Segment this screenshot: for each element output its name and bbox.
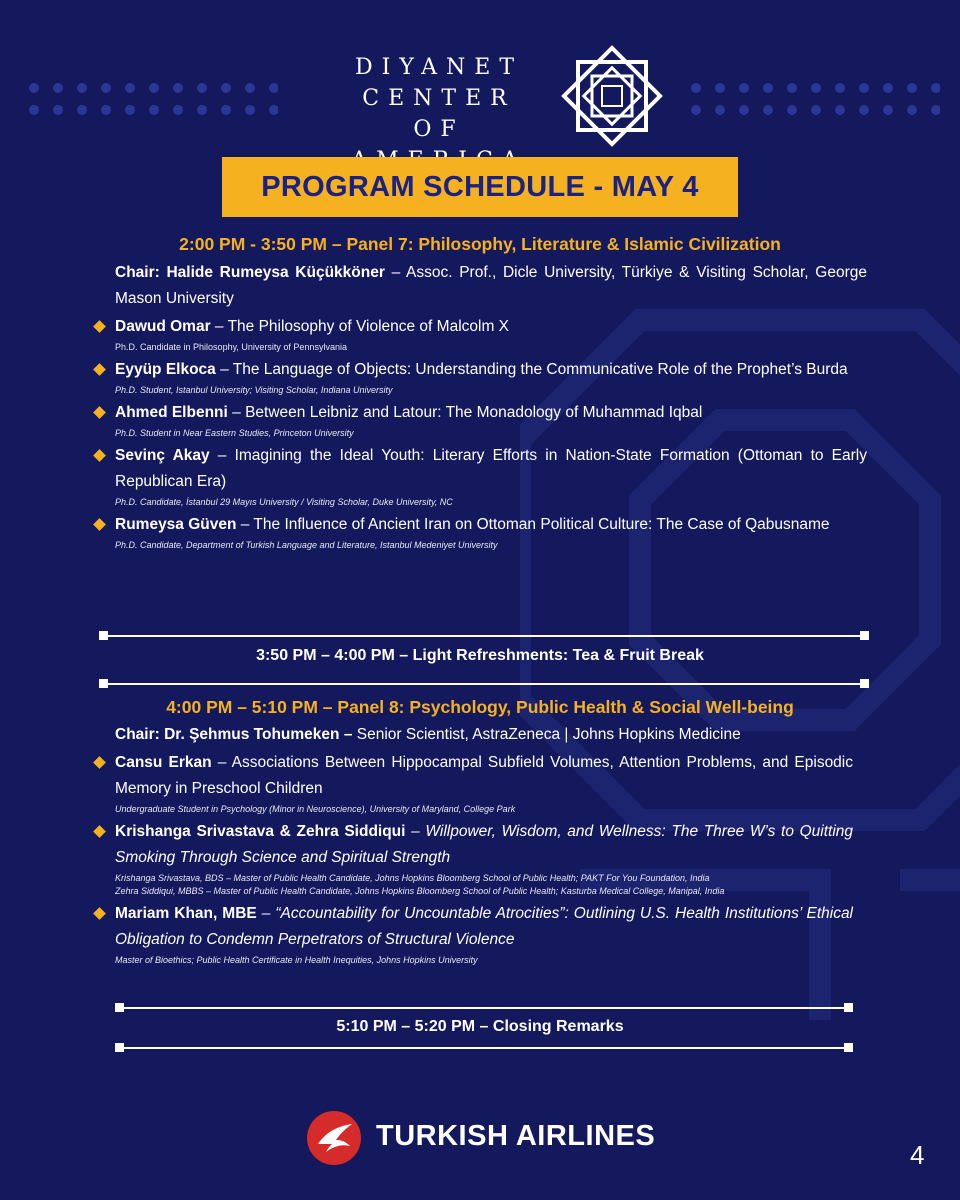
speaker-name: Eyyüp Elkoca <box>115 361 216 378</box>
separator-line <box>99 679 869 689</box>
speaker-affiliation: Ph.D. Student, Istanbul University; Visiting Scholar, Indiana University <box>115 385 393 395</box>
list-item <box>115 314 867 353</box>
speaker-name: Sevinç Akay <box>115 447 210 464</box>
chair-info: Senior Scientist, AstraZeneca | Johns Hopkins Medicine <box>356 726 741 743</box>
list-item <box>115 443 867 508</box>
panel-7-chair <box>115 260 867 312</box>
separator-line <box>99 631 869 641</box>
talk-title: – Imagining the Ideal Youth: Literary Efforts in Nation-State Formation (Ottoman to Early Republican Era) <box>115 447 867 490</box>
talk-title: – The Philosophy of Violence of Malcolm X <box>214 318 510 335</box>
diamond-bullet-icon <box>93 907 106 920</box>
diamond-bullet-icon <box>93 320 106 333</box>
speaker-name: Cansu Erkan <box>115 754 212 771</box>
speaker-affiliation-2: Zehra Siddiqui, MBBS – Master of Public Health Candidate, Johns Hopkins Bloomberg School of Public Health; Kasturba Medical College, Manipal, India <box>115 886 725 896</box>
title-banner <box>222 157 738 217</box>
speaker-name: Ahmed Elbenni <box>115 404 228 421</box>
diamond-bullet-icon <box>93 825 106 838</box>
speaker-affiliation: Ph.D. Candidate, Department of Turkish Language and Literature, Istanbul Medeniyet University <box>115 540 498 550</box>
chair-name: Chair: Dr. Şehmus Tohumeken – <box>115 726 353 743</box>
talk-title: – The Language of Objects: Understanding the Communicative Role of the Prophet’s Burda <box>220 361 848 378</box>
talk-title: – Willpower, Wisdom, and Wellness: The Three W’s to Quitting Smoking Through Science and Spiritual Strength <box>115 823 854 866</box>
org-name-line1: DIYANET <box>354 55 523 80</box>
org-name-line2: CENTER OF <box>362 86 516 142</box>
speaker-name: Krishanga Srivastava & Zehra Siddiqui <box>115 823 406 840</box>
list-item <box>115 357 867 396</box>
speaker-affiliation: Ph.D. Candidate in Philosophy, University of Pennsylvania <box>115 342 347 352</box>
diamond-bullet-icon <box>93 363 106 376</box>
separator-line <box>115 1003 853 1013</box>
sponsor-name: TURKISH AIRLINES <box>376 1120 656 1152</box>
list-item <box>115 400 867 439</box>
talk-title: – “Accountability for Uncountable Atrocities”: Outlining U.S. Health Institutions’ Ethical Obligation to Condemn Perpetrators of Structural Violence <box>115 905 854 948</box>
speaker-affiliation: Krishanga Srivastava, BDS – Master of Public Health Candidate, Johns Hopkins Bloomberg School of Public Health; PAKT For You Foundation, India <box>115 873 710 883</box>
panel-8-section <box>115 722 853 970</box>
list-item <box>115 750 853 815</box>
list-item <box>115 901 853 966</box>
speaker-affiliation: Ph.D. Candidate, İstanbul 29 Mayıs University / Visiting Scholar, Duke University, NC <box>115 497 453 507</box>
panel-7-heading: 2:00 PM - 3:50 PM – Panel 7: Philosophy, Literature & Islamic Civilization <box>179 234 781 254</box>
speaker-name: Mariam Khan, MBE <box>115 905 257 922</box>
closing-remarks: 5:10 PM – 5:20 PM – Closing Remarks <box>336 1018 624 1035</box>
header <box>0 40 960 150</box>
talk-title: – The Influence of Ancient Iran on Ottoman Political Culture: The Case of Qabusname <box>240 516 830 533</box>
diamond-bullet-icon <box>93 518 106 531</box>
panel-8-heading: 4:00 PM – 5:10 PM – Panel 8: Psychology, Public Health & Social Well-being <box>166 697 794 717</box>
diyanet-star-logo-icon <box>556 40 668 152</box>
panel-7-section <box>115 260 867 555</box>
diamond-bullet-icon <box>93 449 106 462</box>
chair-name: Chair: Halide Rumeysa Küçükköner <box>115 264 385 281</box>
page-number: 4 <box>910 1140 925 1170</box>
speaker-affiliation: Master of Bioethics; Public Health Certificate in Health Inequities, Johns Hopkins University <box>115 955 478 965</box>
sponsor-turkish-airlines <box>306 1110 666 1166</box>
speaker-name: Dawud Omar <box>115 318 211 335</box>
talk-title: – Between Leibniz and Latour: The Monadology of Muhammad Iqbal <box>232 404 703 421</box>
speaker-affiliation: Undergraduate Student in Psychology (Minor in Neuroscience), University of Maryland, College Park <box>115 804 516 814</box>
diamond-bullet-icon <box>93 406 106 419</box>
diamond-bullet-icon <box>93 756 106 769</box>
break-refreshments: 3:50 PM – 4:00 PM – Light Refreshments: Tea & Fruit Break <box>256 647 704 664</box>
turkish-airlines-logo-icon <box>306 1110 362 1166</box>
list-item <box>115 819 853 897</box>
chair-info: – Assoc. Prof., Dicle University, Türkiye & Visiting Scholar, George Mason University <box>115 264 867 307</box>
separator-line <box>115 1043 853 1053</box>
speaker-name: Rumeysa Güven <box>115 516 237 533</box>
page-title: PROGRAM SCHEDULE - MAY 4 <box>261 170 699 203</box>
panel-8-chair <box>115 722 853 748</box>
talk-title: – Associations Between Hippocampal Subfield Volumes, Attention Problems, and Episodic Memory in Preschool Children <box>115 754 853 797</box>
speaker-affiliation: Ph.D. Student in Near Eastern Studies, Princeton University <box>115 428 354 438</box>
list-item <box>115 512 867 551</box>
